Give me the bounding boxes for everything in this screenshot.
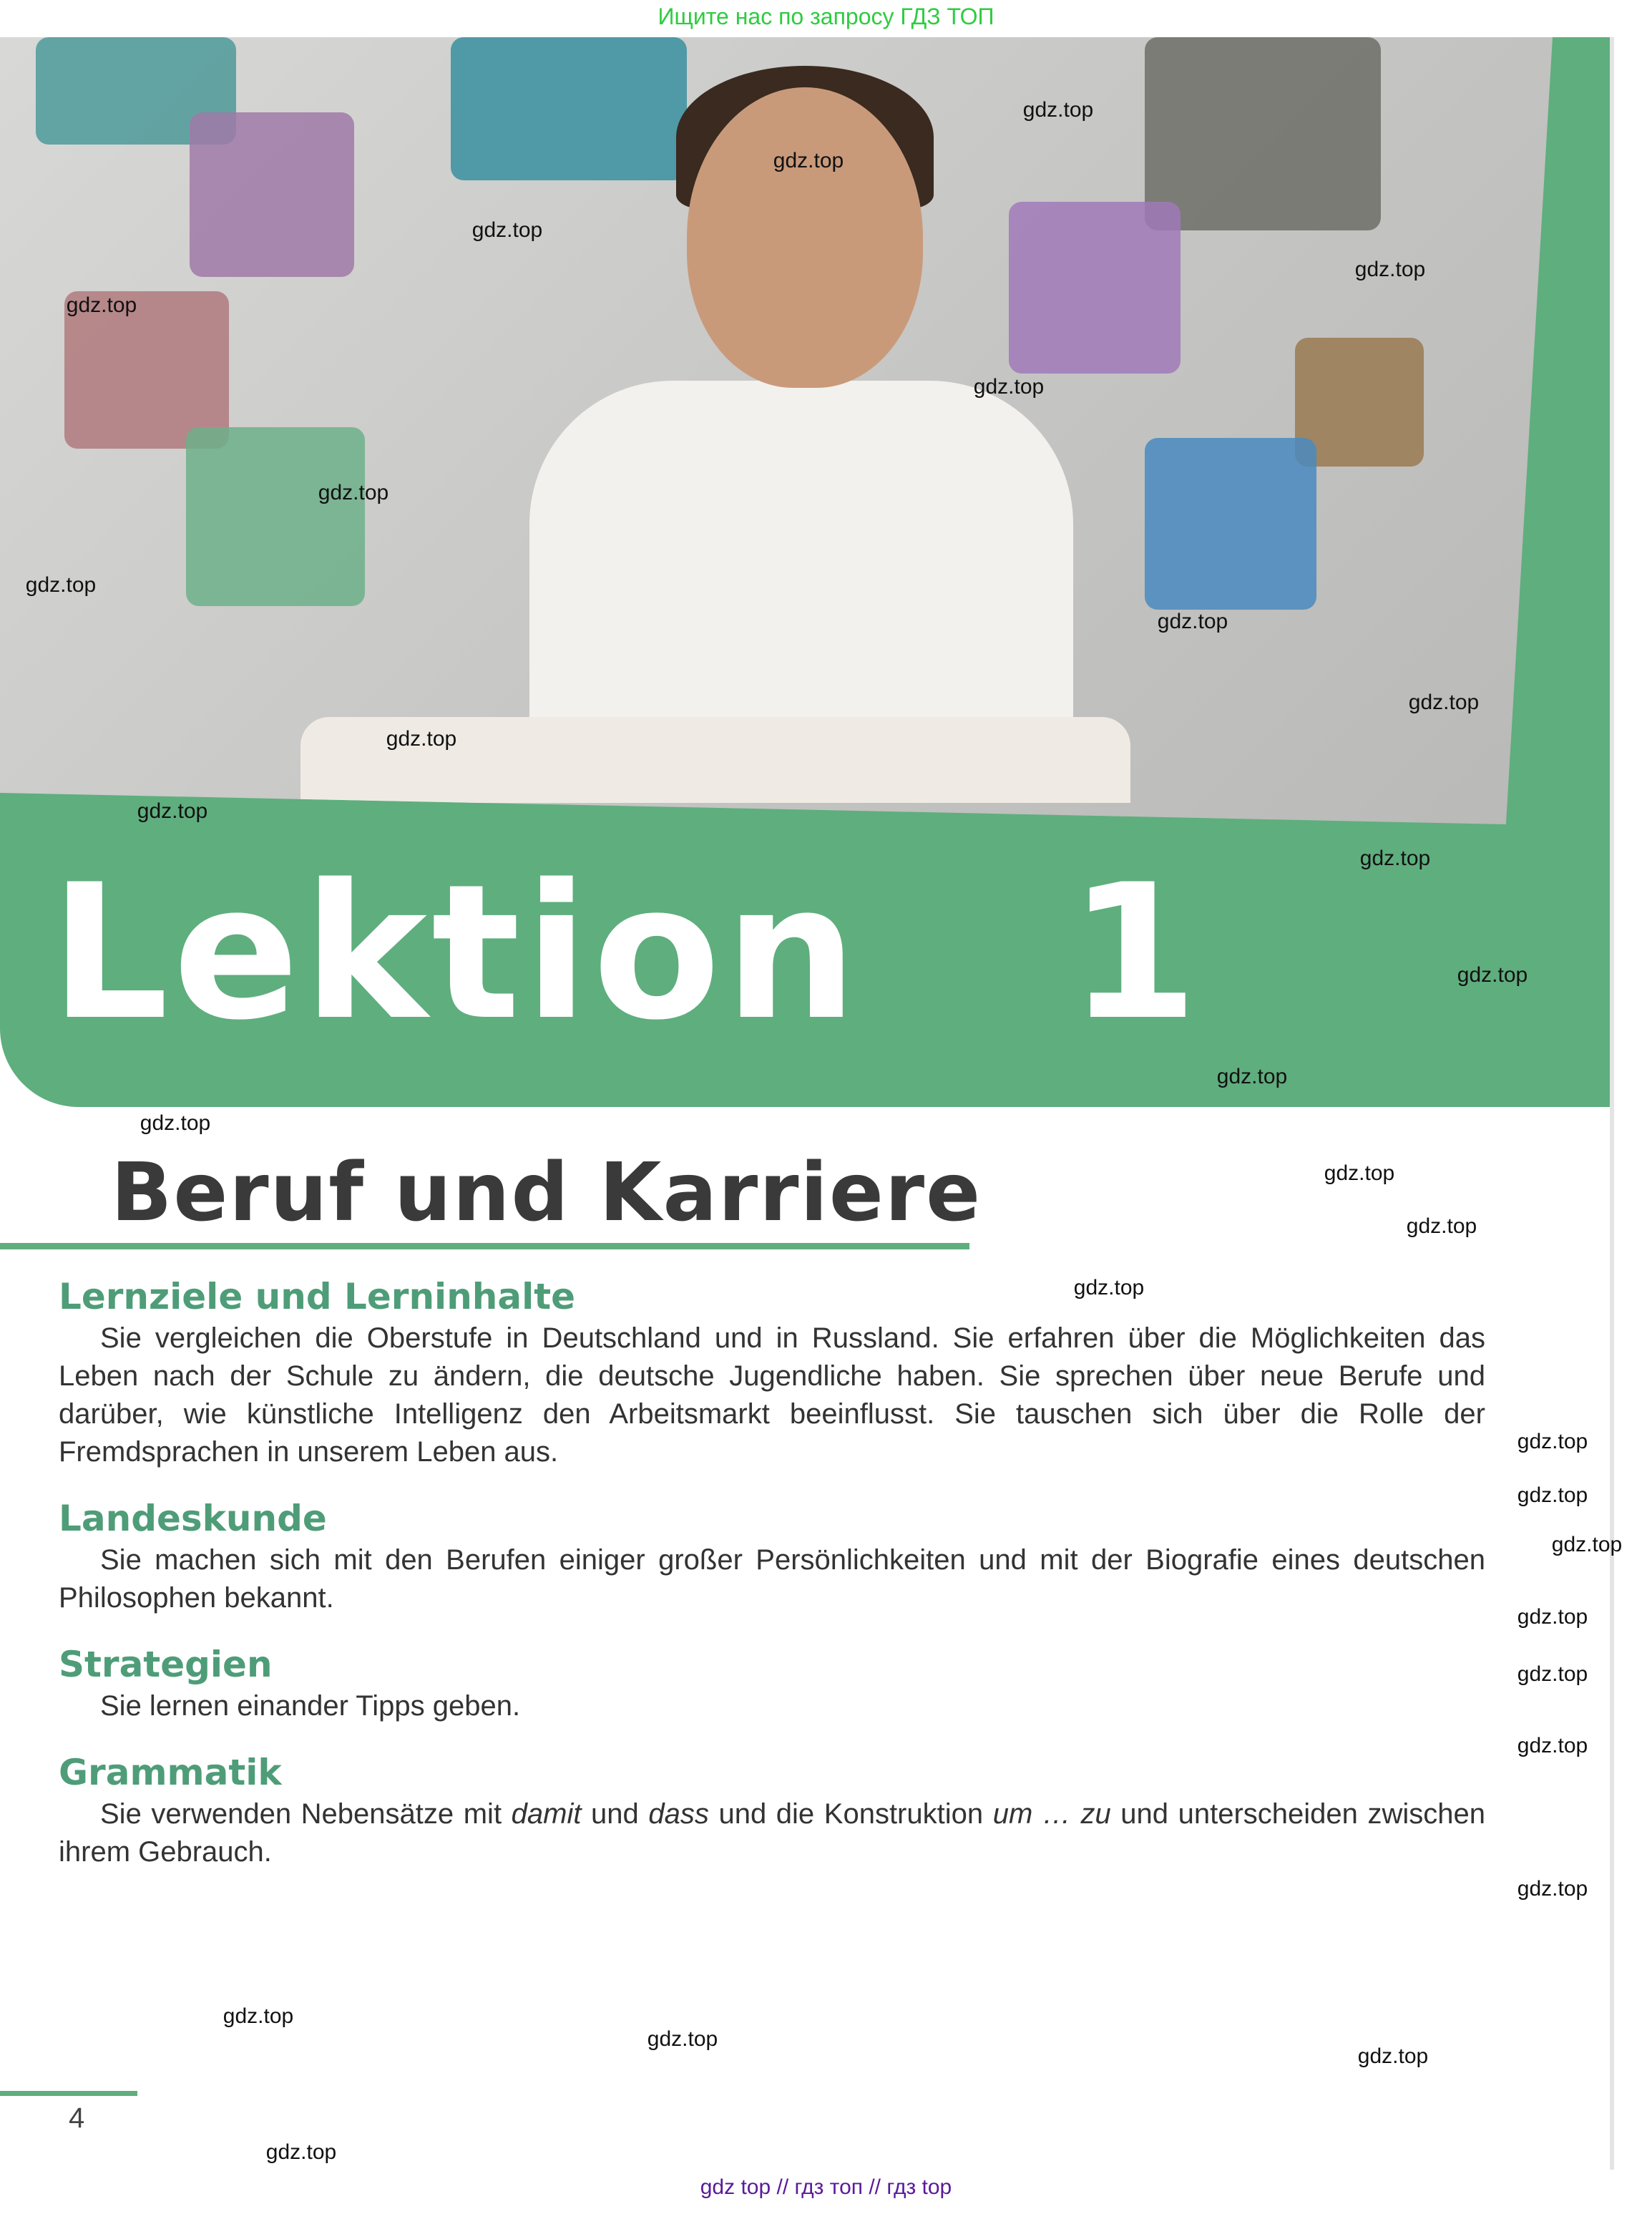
section-body-landeskunde: Sie machen sich mit den Berufen einiger großer Persönlichkeiten und mit der Biografie eines deutschen Philosophen bekannt.	[59, 1544, 1485, 1614]
watermark: gdz.top	[1157, 610, 1228, 633]
section-heading-grammatik: Grammatik	[59, 1752, 282, 1793]
watermark: gdz.top	[1517, 1877, 1588, 1901]
chapter-title: Beruf und Karriere	[111, 1146, 982, 1239]
section-heading-strategien: Strategien	[59, 1644, 273, 1685]
lektion-label: Lektion	[50, 845, 862, 1061]
title-underline	[0, 1243, 969, 1249]
section-strategien	[0, 1642, 1652, 1725]
section-body-strategien: Sie lernen einander Tipps geben.	[100, 1690, 521, 1722]
page-number-rule	[0, 2091, 137, 2096]
atom-icon	[1009, 202, 1181, 374]
section-body-lernziele: Sie vergleichen die Oberstufe in Deutschland und in Russland. Sie erfahren über die Möglichkeiten das Leben nach der Schule zu ändern, die deutsche Jugendliche haben. Sie sprechen über neue Berufe und darüber, wie künstliche Intelligenz den Arbeitsmarkt beeinflusst. Sie tauschen sich über die Rolle der Fremdsprachen in unserem Leben aus.	[59, 1322, 1485, 1468]
watermark: gdz.top	[1406, 1214, 1477, 1238]
watermark: gdz.top	[265, 2140, 337, 2164]
girl-face	[687, 87, 923, 388]
watermark: gdz.top	[386, 727, 457, 751]
watermark: gdz.top	[773, 149, 844, 172]
section-body-grammatik: Sie verwenden Nebensätze mit damit und dass und die Konstruktion um … zu und unterscheiden zwischen ihrem Gebrauch.	[59, 1798, 1486, 1868]
laptop-icon	[1145, 438, 1316, 610]
section-landeskunde	[0, 1496, 1652, 1617]
bank-icon	[1145, 37, 1381, 230]
section-grammatik	[0, 1750, 1652, 1871]
watermark: gdz.top	[1216, 1065, 1288, 1088]
watermark: gdz.top	[1324, 1161, 1395, 1185]
footer-links[interactable]: gdz top // гдз топ // гдз top	[700, 2175, 952, 2199]
watermark: gdz.top	[137, 799, 208, 823]
watermark: gdz.top	[1357, 2044, 1429, 2068]
lektion-number: 1	[1068, 845, 1203, 1061]
watermark: gdz.top	[318, 481, 389, 504]
watermark: gdz.top	[1517, 1483, 1588, 1507]
watermark: gdz.top	[1354, 258, 1426, 281]
section-heading-lernziele: Lernziele und Lerninhalte	[59, 1276, 576, 1317]
watermark: gdz.top	[1517, 1662, 1588, 1686]
section-lernziele	[0, 1274, 1652, 1471]
watermark: gdz.top	[1517, 1734, 1588, 1757]
watermark: gdz.top	[1408, 691, 1480, 714]
watermark: gdz.top	[471, 218, 543, 242]
watermark: gdz.top	[66, 293, 137, 317]
lesson-overview	[0, 1145, 1652, 1871]
medical-kit-icon	[190, 112, 354, 277]
flask-icon	[186, 427, 365, 606]
watermark: gdz.top	[1359, 847, 1431, 870]
watermark: gdz.top	[1073, 1276, 1145, 1299]
watermark: gdz.top	[1457, 963, 1528, 987]
section-heading-landeskunde: Landeskunde	[59, 1498, 327, 1539]
watermark: gdz.top	[1517, 1430, 1588, 1453]
watermark: gdz.top	[1022, 98, 1094, 122]
lesson-number-heading	[50, 845, 1203, 1061]
watermark: gdz.top	[973, 375, 1045, 399]
search-banner[interactable]: Ищите нас по запросу ГДЗ ТОП	[658, 4, 994, 29]
graduation-cap-icon	[451, 37, 687, 180]
watermark: gdz.top	[223, 2004, 294, 2028]
watermark: gdz.top	[140, 1111, 211, 1135]
watermark: gdz.top	[1517, 1605, 1588, 1629]
watermark: gdz.top	[647, 2027, 718, 2051]
page-number: 4	[69, 2102, 85, 2134]
watermark: gdz.top	[25, 573, 97, 597]
watermark: gdz.top	[1551, 1533, 1623, 1556]
lesson-hero	[0, 37, 1610, 1107]
